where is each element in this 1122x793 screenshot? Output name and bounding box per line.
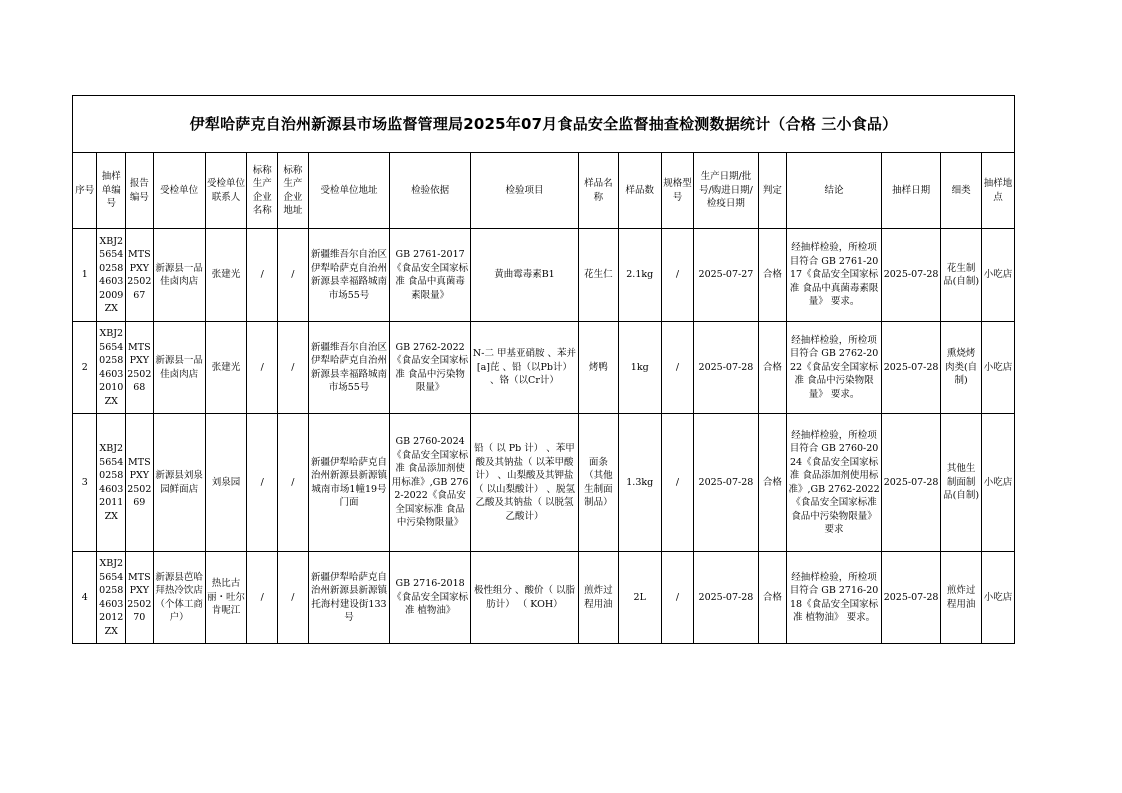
table-cell: 3 (73, 414, 97, 552)
table-cell: / (278, 414, 309, 552)
table-cell: 2025-07-28 (882, 322, 941, 414)
table-cell: 铅（ 以 Pb 计） 、苯甲酸及其钠盐（ 以苯甲酸计） 、山梨酸及其钾盐（ 以山梨酸计） 、脱氢乙酸及其钠盐（ 以脱氢乙酸计） (470, 414, 578, 552)
table-cell: 极性组分 、酸价（ 以脂肪计） （ KOH） (470, 552, 578, 644)
table-cell: 新源县一品佳卤肉店 (153, 229, 205, 322)
table-cell: 小吃店 (981, 552, 1014, 644)
table-cell: 煎炸过程用油 (941, 552, 982, 644)
table-cell: / (247, 552, 278, 644)
table-cell: XBJ25654025846032012ZX (97, 552, 126, 644)
table-cell: / (661, 414, 694, 552)
table-cell: 烤鸭 (579, 322, 619, 414)
column-header: 抽样地点 (981, 153, 1014, 229)
table-cell: N-二 甲基亚硝胺 、苯并[a]芘 、铅（以Pb计） 、铬（以Cr计） (470, 322, 578, 414)
table-cell: / (278, 322, 309, 414)
table-cell: 小吃店 (981, 414, 1014, 552)
table-cell: 新疆伊犁哈萨克自治州新源县新源镇托海村建设街133号 (308, 552, 390, 644)
table-cell: / (661, 322, 694, 414)
table-cell: / (278, 552, 309, 644)
table-cell: 面条（其他生制面制品） (579, 414, 619, 552)
table-cell: 花生制品(自制) (941, 229, 982, 322)
column-header: 样品数 (618, 153, 661, 229)
column-header: 细类 (941, 153, 982, 229)
table-cell: MTSPXY250268 (126, 322, 154, 414)
table-cell: 2L (618, 552, 661, 644)
table-cell: 新源县刘泉园鲜面店 (153, 414, 205, 552)
table-cell: 2025-07-28 (694, 322, 758, 414)
column-header: 序号 (73, 153, 97, 229)
table-cell: 煎炸过程用油 (579, 552, 619, 644)
page-title: 伊犁哈萨克自治州新源县市场监督管理局2025年07月食品安全监督抽查检测数据统计（合格 三小食品） (73, 96, 1015, 153)
table-cell: / (661, 552, 694, 644)
table-cell: GB 2716-2018《食品安全国家标准 植物油》 (390, 552, 471, 644)
table-cell: 2025-07-28 (882, 229, 941, 322)
table-cell: 花生仁 (579, 229, 619, 322)
column-header: 判定 (758, 153, 787, 229)
table-cell: 2025-07-28 (694, 552, 758, 644)
table-cell: 新疆维吾尔自治区伊犁哈萨克自治州新源县幸福路城南市场55号 (308, 322, 390, 414)
table-cell: GB 2760-2024《食品安全国家标准 食品添加剂使用标准》,GB 2762-2022《食品安全国家标准 食品中污染物限量》 (390, 414, 471, 552)
table-cell: 新源县一品佳卤肉店 (153, 322, 205, 414)
inspection-data-table (72, 95, 1015, 644)
table-cell: 2025-07-27 (694, 229, 758, 322)
table-cell: GB 2762-2022《食品安全国家标准 食品中污染物限量》 (390, 322, 471, 414)
table-cell: MTSPXY250269 (126, 414, 154, 552)
table-cell: 1kg (618, 322, 661, 414)
table-cell: 熏烧烤肉类(自制) (941, 322, 982, 414)
table-cell: 2.1kg (618, 229, 661, 322)
column-header: 结论 (787, 153, 882, 229)
table-cell: 小吃店 (981, 322, 1014, 414)
column-header: 标称生产企业地址 (278, 153, 309, 229)
table-cell: 1.3kg (618, 414, 661, 552)
table-cell: 2025-07-28 (882, 552, 941, 644)
table-cell: 合格 (758, 552, 787, 644)
table-cell: 其他生制面制品(自制) (941, 414, 982, 552)
column-header: 受检单位 (153, 153, 205, 229)
table-cell: XBJ25654025846032010ZX (97, 322, 126, 414)
table-cell: / (247, 322, 278, 414)
column-header: 检验项目 (470, 153, 578, 229)
table-cell: 2 (73, 322, 97, 414)
header-row (73, 153, 1015, 229)
column-header: 样品名称 (579, 153, 619, 229)
table-cell: / (247, 229, 278, 322)
column-header: 抽样日期 (882, 153, 941, 229)
table-cell: MTSPXY250267 (126, 229, 154, 322)
table-cell: 经抽样检验，所检项目符合 GB 2762-2022《食品安全国家标准 食品中污染物限量》 要求。 (787, 322, 882, 414)
column-header: 生产日期/批号/购进日期/检疫日期 (694, 153, 758, 229)
table-cell: XBJ25654025846032009ZX (97, 229, 126, 322)
table-cell: / (661, 229, 694, 322)
table-cell: 张建光 (205, 229, 247, 322)
table-cell: / (278, 229, 309, 322)
table-cell: 刘泉园 (205, 414, 247, 552)
table-cell: 新疆维吾尔自治区伊犁哈萨克自治州新源县幸福路城南市场55号 (308, 229, 390, 322)
table-cell: 新源县芭哈拜热冷饮店（个体工商户） (153, 552, 205, 644)
table-cell: 黄曲霉毒素B1 (470, 229, 578, 322)
table-row (73, 414, 1015, 552)
column-header: 抽样单编号 (97, 153, 126, 229)
table-cell: 新疆伊犁哈萨克自治州新源县新源镇城南市场1幢19号门面 (308, 414, 390, 552)
table-cell: XBJ25654025846032011ZX (97, 414, 126, 552)
table-cell: MTSPXY250270 (126, 552, 154, 644)
table-row (73, 229, 1015, 322)
table-cell: 经抽样检验，所检项目符合 GB 2716-2018《食品安全国家标准 植物油》 要求。 (787, 552, 882, 644)
table-row (73, 552, 1015, 644)
table-cell: 合格 (758, 414, 787, 552)
column-header: 受检单位联系人 (205, 153, 247, 229)
table-cell: 合格 (758, 229, 787, 322)
table-cell: 2025-07-28 (882, 414, 941, 552)
table-cell: GB 2761-2017《食品安全国家标准 食品中真菌毒素限量》 (390, 229, 471, 322)
table-cell: 经抽样检验，所检项目符合 GB 2760-2024《食品安全国家标准 食品添加剂使用标准》,GB 2762-2022《食品安全国家标准 食品中污染物限量》 要求 (787, 414, 882, 552)
table-cell: 经抽样检验，所检项目符合 GB 2761-2017《食品安全国家标准 食品中真菌毒素限量》 要求。 (787, 229, 882, 322)
table-row (73, 322, 1015, 414)
table-cell: 张建光 (205, 322, 247, 414)
table-cell: / (247, 414, 278, 552)
table-cell: 4 (73, 552, 97, 644)
table-cell: 1 (73, 229, 97, 322)
table-cell: 2025-07-28 (694, 414, 758, 552)
column-header: 检验依据 (390, 153, 471, 229)
column-header: 受检单位地址 (308, 153, 390, 229)
table-cell: 合格 (758, 322, 787, 414)
table-cell: 热比古丽・吐尔肯呢江 (205, 552, 247, 644)
column-header: 报告编号 (126, 153, 154, 229)
table-cell: 小吃店 (981, 229, 1014, 322)
column-header: 标称生产企业名称 (247, 153, 278, 229)
column-header: 规格型号 (661, 153, 694, 229)
